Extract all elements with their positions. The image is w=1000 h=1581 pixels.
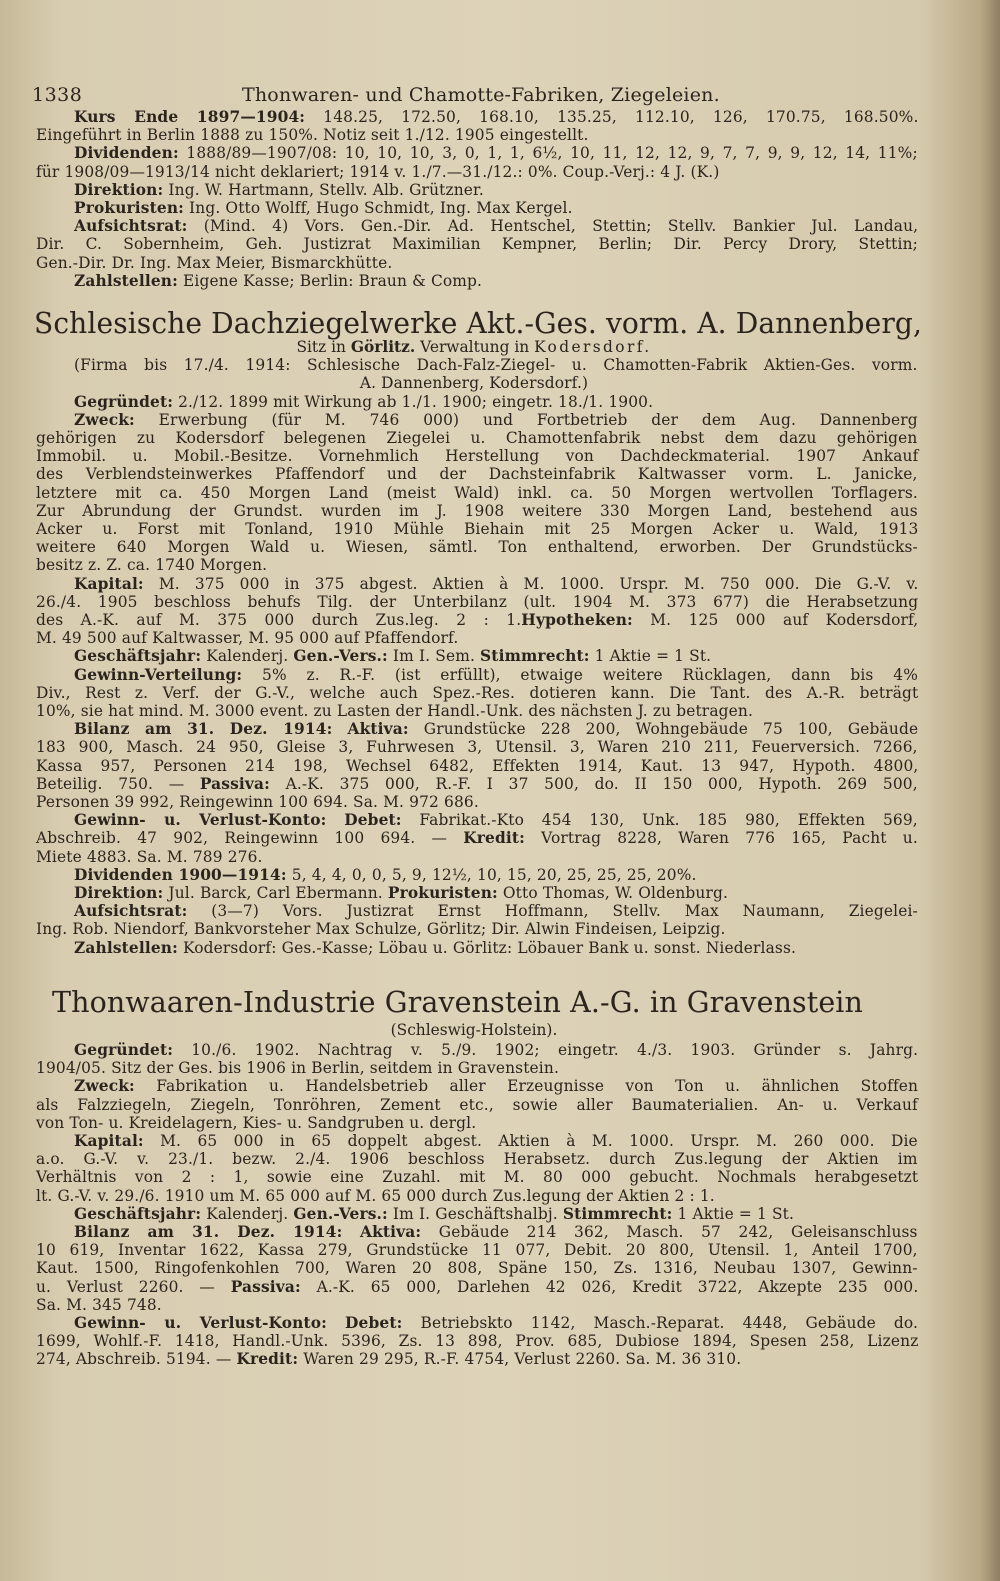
entry-label: Passiva:	[230, 1277, 301, 1296]
entry-text: A.-K. 65 000, Darlehen 42 026, Kredit 3722, Akzepte 235 000.	[300, 1277, 919, 1296]
text-line	[36, 538, 918, 556]
entry-text: Im I. Sem.	[387, 647, 481, 666]
text-line	[36, 848, 263, 866]
entry-text: Eigene Kasse; Berlin: Braun & Comp.	[177, 271, 483, 290]
text-line	[36, 629, 458, 647]
entry-text: Kalenderj.	[201, 1204, 294, 1223]
entry-label: Gen.-Vers.:	[293, 647, 388, 666]
text-line	[74, 1205, 794, 1223]
text-line	[74, 411, 918, 429]
text-line	[74, 939, 796, 957]
entry-text: (Mind. 4) Vors. Gen.-Dir. Ad. Hentschel, Stettin; Stellv. Bankier Jul. Landau,	[187, 217, 919, 236]
entry-text: 1888/89—1907/08: 10, 10, 10, 3, 0, 1, 1, 6½, 10, 11, 12, 12, 9, 7, 7, 9, 9, 12, 14, 11%;	[178, 144, 918, 163]
text-line	[74, 199, 573, 217]
text-line	[36, 556, 267, 574]
section-2-title-text: Thonwaaren-Industrie Gravenstein A.-G. in Gravenstein	[52, 985, 863, 1019]
text-line	[36, 1114, 476, 1132]
text-line	[74, 866, 697, 884]
entry-text: Gen.-Dir. Dr. Ing. Max Meier, Bismarckhütte.	[36, 253, 393, 272]
text-line	[36, 1059, 559, 1077]
entry-text: a.o. G.-V. v. 23./1. bezw. 2./4. 1906 beschloss Herabsetz. durch Zus.legung der Aktien im	[36, 1150, 918, 1169]
text-line	[74, 720, 918, 738]
entry-label: Debet:	[345, 1314, 403, 1332]
text-line	[74, 108, 918, 126]
entry-label: Zahlstellen:	[74, 938, 178, 957]
text-line	[74, 1223, 918, 1241]
text-line	[36, 520, 918, 538]
page-number: 1338	[32, 84, 83, 106]
entry-text: Waren 29 295, R.-F. 4754, Verlust 2260. Sa. M. 36 310.	[298, 1350, 742, 1369]
text-line	[36, 163, 720, 181]
entry-label: Debet:	[344, 811, 402, 830]
entry-label: Zweck:	[74, 1077, 135, 1096]
text-line	[36, 920, 726, 938]
entry-label: Gewinn-Verteilung:	[74, 665, 243, 684]
entry-text: des Verblendsteinwerkes Pfaffendorf und der Dachsteinfabrik Kaltwasser vorm. L. Janicke,	[36, 465, 918, 484]
section-1-subtitle	[30, 338, 918, 356]
subtitle-part: Verwaltung in	[415, 338, 535, 356]
text-line	[36, 1259, 918, 1277]
entry-text	[327, 1314, 345, 1332]
entry-text: M. 49 500 auf Kaltwasser, M. 95 000 auf Pfaffendorf.	[36, 629, 459, 648]
entry-text: Kodersdorf: Ges.-Kasse; Löbau u. Görlitz: Löbauer Bank u. sonst. Niederlass.	[177, 938, 797, 957]
text-line	[74, 1314, 918, 1332]
entry-label: Gewinn- u. Verlust-Konto:	[74, 1314, 327, 1332]
text-line	[36, 126, 589, 144]
text-line	[36, 465, 918, 483]
text-line	[36, 1278, 918, 1296]
entry-text: Vortrag 8228, Waren 776 165, Pacht u.	[524, 829, 918, 848]
entry-label: Direktion:	[74, 884, 164, 902]
text-line	[36, 757, 918, 775]
entry-text: 10 619, Inventar 1622, Kassa 279, Grundstücke 11 077, Debit. 20 800, Utensil. 1, Anteil 1700,	[36, 1241, 918, 1260]
entry-label: Gewinn- u. Verlust-Konto:	[74, 811, 327, 830]
entry-label: Passiva:	[199, 774, 270, 793]
entry-text: 1 Aktie = 1 St.	[672, 1204, 795, 1223]
text-line	[36, 447, 918, 465]
entry-label: Bilanz am 31. Dez. 1914:	[74, 720, 333, 739]
text-line	[36, 1296, 162, 1314]
entry-text: u. Verlust 2260. —	[36, 1277, 231, 1296]
entry-text: gehörigen zu Kodersdorf belegenen Ziegelei u. Chamottenfabrik nebst dem dazu gehörigen	[36, 429, 918, 447]
text-line	[36, 775, 918, 793]
entry-label: Hypotheken:	[521, 611, 633, 629]
entry-text: Fabrikat.-Kto 454 130, Unk. 185 980, Effekten 569,	[401, 811, 918, 830]
entry-text: Kalenderj.	[201, 647, 294, 666]
entry-text: 148.25, 172.50, 168.10, 135.25, 112.10, 126, 170.75, 168.50%.	[305, 108, 919, 126]
entry-text: (3—7) Vors. Justizrat Ernst Hoffmann, Stellv. Max Naumann, Ziegelei-	[187, 902, 918, 921]
section-1-title-text: Schlesische Dachziegelwerke Akt.-Ges. vorm. A. Dannenberg,	[34, 307, 922, 340]
subtitle-part: Kodersdorf.	[534, 338, 652, 356]
entry-label: Gegründet:	[74, 392, 174, 411]
entry-label: Aufsichtsrat:	[74, 902, 188, 921]
entry-label: Geschäftsjahr:	[74, 1204, 202, 1223]
entry-text: M. 375 000 in 375 abgest. Aktien à M. 1000. Urspr. M. 750 000. Die G.-V. v.	[143, 574, 919, 593]
running-title: Thonwaren- und Chamotte-Fabriken, Ziegeleien.	[242, 84, 720, 106]
text-line	[74, 884, 728, 902]
text-line	[36, 702, 753, 720]
entry-text: Grundstücke 228 200, Wohngebäude 75 100, Gebäude	[408, 720, 919, 739]
entry-text: 1 Aktie = 1 St.	[589, 647, 712, 666]
entry-label: Direktion:	[74, 180, 164, 199]
entry-label: Kurs Ende 1897—1904:	[74, 108, 306, 126]
entry-text: 183 900, Masch. 24 950, Gleise 3, Fuhrwesen 3, Utensil. 3, Waren 210 211, Feuerversich. 7266,	[36, 738, 918, 757]
entry-text: von Ton- u. Kreidelagern, Kies- u. Sandgruben u. dergl.	[36, 1113, 477, 1132]
entry-text: Ing. Rob. Niendorf, Bankvorsteher Max Schulze, Görlitz; Dir. Alwin Findeisen, Leipzig.	[36, 920, 726, 939]
entry-text: M. 65 000 in 65 doppelt abgest. Aktien à M. 1000. Urspr. M. 260 000. Die	[143, 1132, 918, 1150]
entry-text: Personen 39 992, Reingewinn 100 694. Sa. M. 972 686.	[36, 793, 479, 811]
section-2-title	[52, 987, 940, 1019]
entry-label: Aktiva:	[359, 1223, 422, 1241]
entry-label: Bilanz am 31. Dez. 1914:	[74, 1223, 343, 1241]
entry-text: 5% z. R.-F. (ist erfüllt), etwaige weitere Rücklagen, dann bis 4%	[242, 665, 918, 684]
subtitle-part: Görlitz.	[350, 338, 416, 356]
entry-text: weitere 640 Morgen Wald u. Wiesen, sämtl. Ton enthaltend, erworben. Der Grundstücks-	[36, 538, 918, 557]
text-line	[36, 235, 918, 253]
entry-text: 1699, Wohlf.-F. 1418, Handl.-Unk. 5396, Zs. 13 898, Prov. 685, Dubiose 1894, Spesen 258, Lizenz	[36, 1332, 919, 1351]
entry-text: Beteilig. 750. —	[36, 774, 200, 793]
entry-text: M. 125 000 auf Kodersdorf,	[632, 611, 919, 629]
entry-text	[332, 720, 347, 738]
entry-text: Immobil. u. Mobil.-Besitze. Vornehmlich Herstellung von Dachdeckmaterial. 1907 Ankauf	[36, 447, 919, 466]
subtitle-part: Sitz in	[296, 338, 351, 356]
entry-text: Im I. Geschäftshalbj.	[387, 1204, 563, 1223]
text-line	[36, 1150, 918, 1168]
text-line	[36, 502, 918, 520]
entry-text: Jul. Barck, Carl Ebermann.	[163, 884, 388, 902]
entry-label: Kapital:	[74, 574, 144, 593]
entry-text: Erwerbung (für M. 746 000) und Fortbetrieb der dem Aug. Dannenberg	[134, 410, 918, 429]
text-line	[30, 374, 918, 392]
text-line	[74, 217, 918, 235]
entry-text: Gebäude 214 362, Masch. 57 242, Geleisanschluss	[421, 1223, 918, 1241]
text-line	[36, 254, 392, 272]
text-line	[74, 356, 918, 374]
entry-text: des A.-K. auf M. 375 000 durch Zus.leg. 2 : 1.	[36, 611, 522, 629]
entry-text: 2./12. 1899 mit Wirkung ab 1./1. 1900; eingetr. 18./1. 1900.	[173, 392, 654, 411]
entry-text: 1904/05. Sitz der Ges. bis 1906 in Berlin, seitdem in Gravenstein.	[36, 1059, 559, 1078]
entry-label: Aktiva:	[347, 720, 409, 739]
entry-label: Stimmrecht:	[562, 1204, 673, 1223]
text-line	[36, 1168, 918, 1186]
entry-text	[342, 1223, 360, 1241]
entry-label: Zweck:	[74, 410, 135, 429]
entry-label: Dividenden:	[74, 144, 179, 163]
text-line	[36, 611, 918, 629]
text-line	[74, 144, 918, 162]
entry-text: Abschreib. 47 902, Reingewinn 100 694. —	[36, 829, 464, 848]
entry-text: 5, 4, 4, 0, 0, 5, 9, 12½, 10, 15, 20, 25, 25, 25, 20%.	[286, 865, 697, 884]
entry-text: A.-K. 375 000, R.-F. I 37 500, do. II 150 000, Hypoth. 269 500,	[269, 774, 918, 793]
text-line	[36, 484, 918, 502]
text-line	[74, 1041, 918, 1059]
entry-text	[326, 811, 344, 829]
entry-text: Fabrikation u. Handelsbetrieb aller Erzeugnisse von Ton u. ähnlichen Stoffen	[134, 1077, 919, 1096]
entry-text: Ing. Otto Wolff, Hugo Schmidt, Ing. Max Kergel.	[184, 199, 573, 217]
entry-text: Verhältnis von 2 : 1, sowie eine Zuzahl. mit M. 80 000 gebucht. Nochmals herabgesetzt	[36, 1168, 919, 1187]
text-line	[36, 793, 479, 811]
text-line	[36, 429, 918, 447]
entry-text: (Firma bis 17./4. 1914: Schlesische Dach-Falz-Ziegel- u. Chamotten-Fabrik Aktien-Ges. vorm.	[74, 356, 918, 375]
entry-label: Gegründet:	[74, 1041, 174, 1059]
text-line	[36, 1241, 918, 1259]
text-line	[74, 1132, 918, 1150]
text-line	[36, 829, 918, 847]
entry-text: Otto Thomas, W. Oldenburg.	[497, 884, 729, 902]
entry-text: 26./4. 1905 beschloss behufs Tilg. der Unterbilanz (ult. 1904 M. 373 677) die Herabsetzung	[36, 592, 919, 611]
entry-label: Kredit:	[236, 1350, 299, 1369]
entry-text: für 1908/09—1913/14 nicht deklariert; 1914 v. 1./7.—31./12.: 0%. Coup.-Verj.: 4 J. (K.)	[36, 162, 720, 181]
text-line	[74, 1077, 918, 1095]
text-line	[74, 902, 918, 920]
entry-text: lt. G.-V. v. 29./6. 1910 um M. 65 000 auf M. 65 000 durch Zus.legung der Aktien 2 : 1.	[36, 1186, 715, 1205]
text-line	[74, 647, 711, 665]
entry-label: Zahlstellen:	[74, 271, 178, 290]
text-line	[36, 593, 918, 611]
text-line	[36, 1350, 741, 1368]
entry-label: Dividenden 1900—1914:	[74, 865, 287, 884]
text-line	[36, 1332, 918, 1350]
entry-text: Zur Abrundung der Grundst. wurden im J. 1908 weitere 330 Morgen Land, bestehend aus	[36, 501, 918, 520]
entry-text: Eingeführt in Berlin 1888 zu 150%. Notiz seit 1./12. 1905 eingestellt.	[36, 126, 589, 145]
entry-text: Miete 4883. Sa. M. 789 276.	[36, 847, 263, 866]
entry-text: Dir. C. Sobernheim, Geh. Justizrat Maximilian Kempner, Berlin; Dir. Percy Drory, Stettin;	[36, 235, 918, 254]
entry-text: letztere mit ca. 450 Morgen Land (meist Wald) inkl. ca. 50 Morgen wertvollen Torflagers.	[36, 483, 918, 502]
text-line	[36, 1187, 715, 1205]
entry-label: Geschäftsjahr:	[74, 647, 202, 666]
text-line	[74, 666, 918, 684]
entry-label: Kapital:	[74, 1132, 144, 1150]
entry-text: besitz z. Z. ca. 1740 Morgen.	[36, 556, 268, 575]
entry-text: Kassa 957, Personen 214 198, Wechsel 6482, Effekten 1914, Kaut. 13 947, Hypoth. 4800,	[36, 756, 919, 775]
entry-text: als Falzziegeln, Ziegeln, Tonröhren, Zement etc., sowie aller Baumaterialien. An- u. Verkauf	[36, 1095, 918, 1114]
text-line	[74, 575, 918, 593]
entry-text: A. Dannenberg, Kodersdorf.)	[359, 374, 589, 393]
section-1-title	[34, 308, 922, 340]
text-line	[74, 393, 653, 411]
entry-label: Stimmrecht:	[480, 647, 590, 666]
entry-text: Ing. W. Hartmann, Stellv. Alb. Grützner.	[163, 180, 484, 199]
entry-label: Gen.-Vers.:	[293, 1204, 388, 1223]
entry-text: Div., Rest z. Verf. der G.-V., welche auch Spez.-Res. dotieren kann. Die Tant. des A.-R. beträgt	[36, 683, 919, 702]
entry-text: Betriebskto 1142, Masch.-Reparat. 4448, Gebäude do.	[402, 1314, 919, 1332]
entry-text: Acker u. Forst mit Tonland, 1910 Mühle Biehain mit 25 Morgen Acker u. Wald, 1913	[36, 520, 919, 538]
text-line	[74, 272, 482, 290]
section-2-subtitle: (Schleswig-Holstein).	[390, 1020, 558, 1039]
entry-label: Prokuristen:	[387, 884, 498, 902]
entry-text: Sa. M. 345 748.	[36, 1295, 162, 1314]
entry-text: 10%, sie hat mind. M. 3000 event. zu Lasten der Handl.-Unk. des nächsten J. zu betragen.	[36, 702, 754, 720]
entry-label: Kredit:	[463, 829, 525, 848]
text-line	[36, 1096, 918, 1114]
entry-text: Kaut. 1500, Ringofenkohlen 700, Waren 20 808, Späne 150, Zs. 1316, Neubau 1307, Gewinn-	[36, 1259, 918, 1278]
entry-text: 274, Abschreib. 5194. —	[36, 1350, 237, 1369]
entry-label: Aufsichtsrat:	[74, 217, 188, 236]
text-line	[74, 181, 484, 199]
entry-label: Prokuristen:	[74, 199, 184, 217]
text-line	[36, 738, 918, 756]
text-line	[36, 684, 918, 702]
text-line	[74, 811, 918, 829]
entry-text: 10./6. 1902. Nachtrag v. 5./9. 1902; eingetr. 4./3. 1903. Gründer s. Jahrg.	[173, 1041, 919, 1059]
